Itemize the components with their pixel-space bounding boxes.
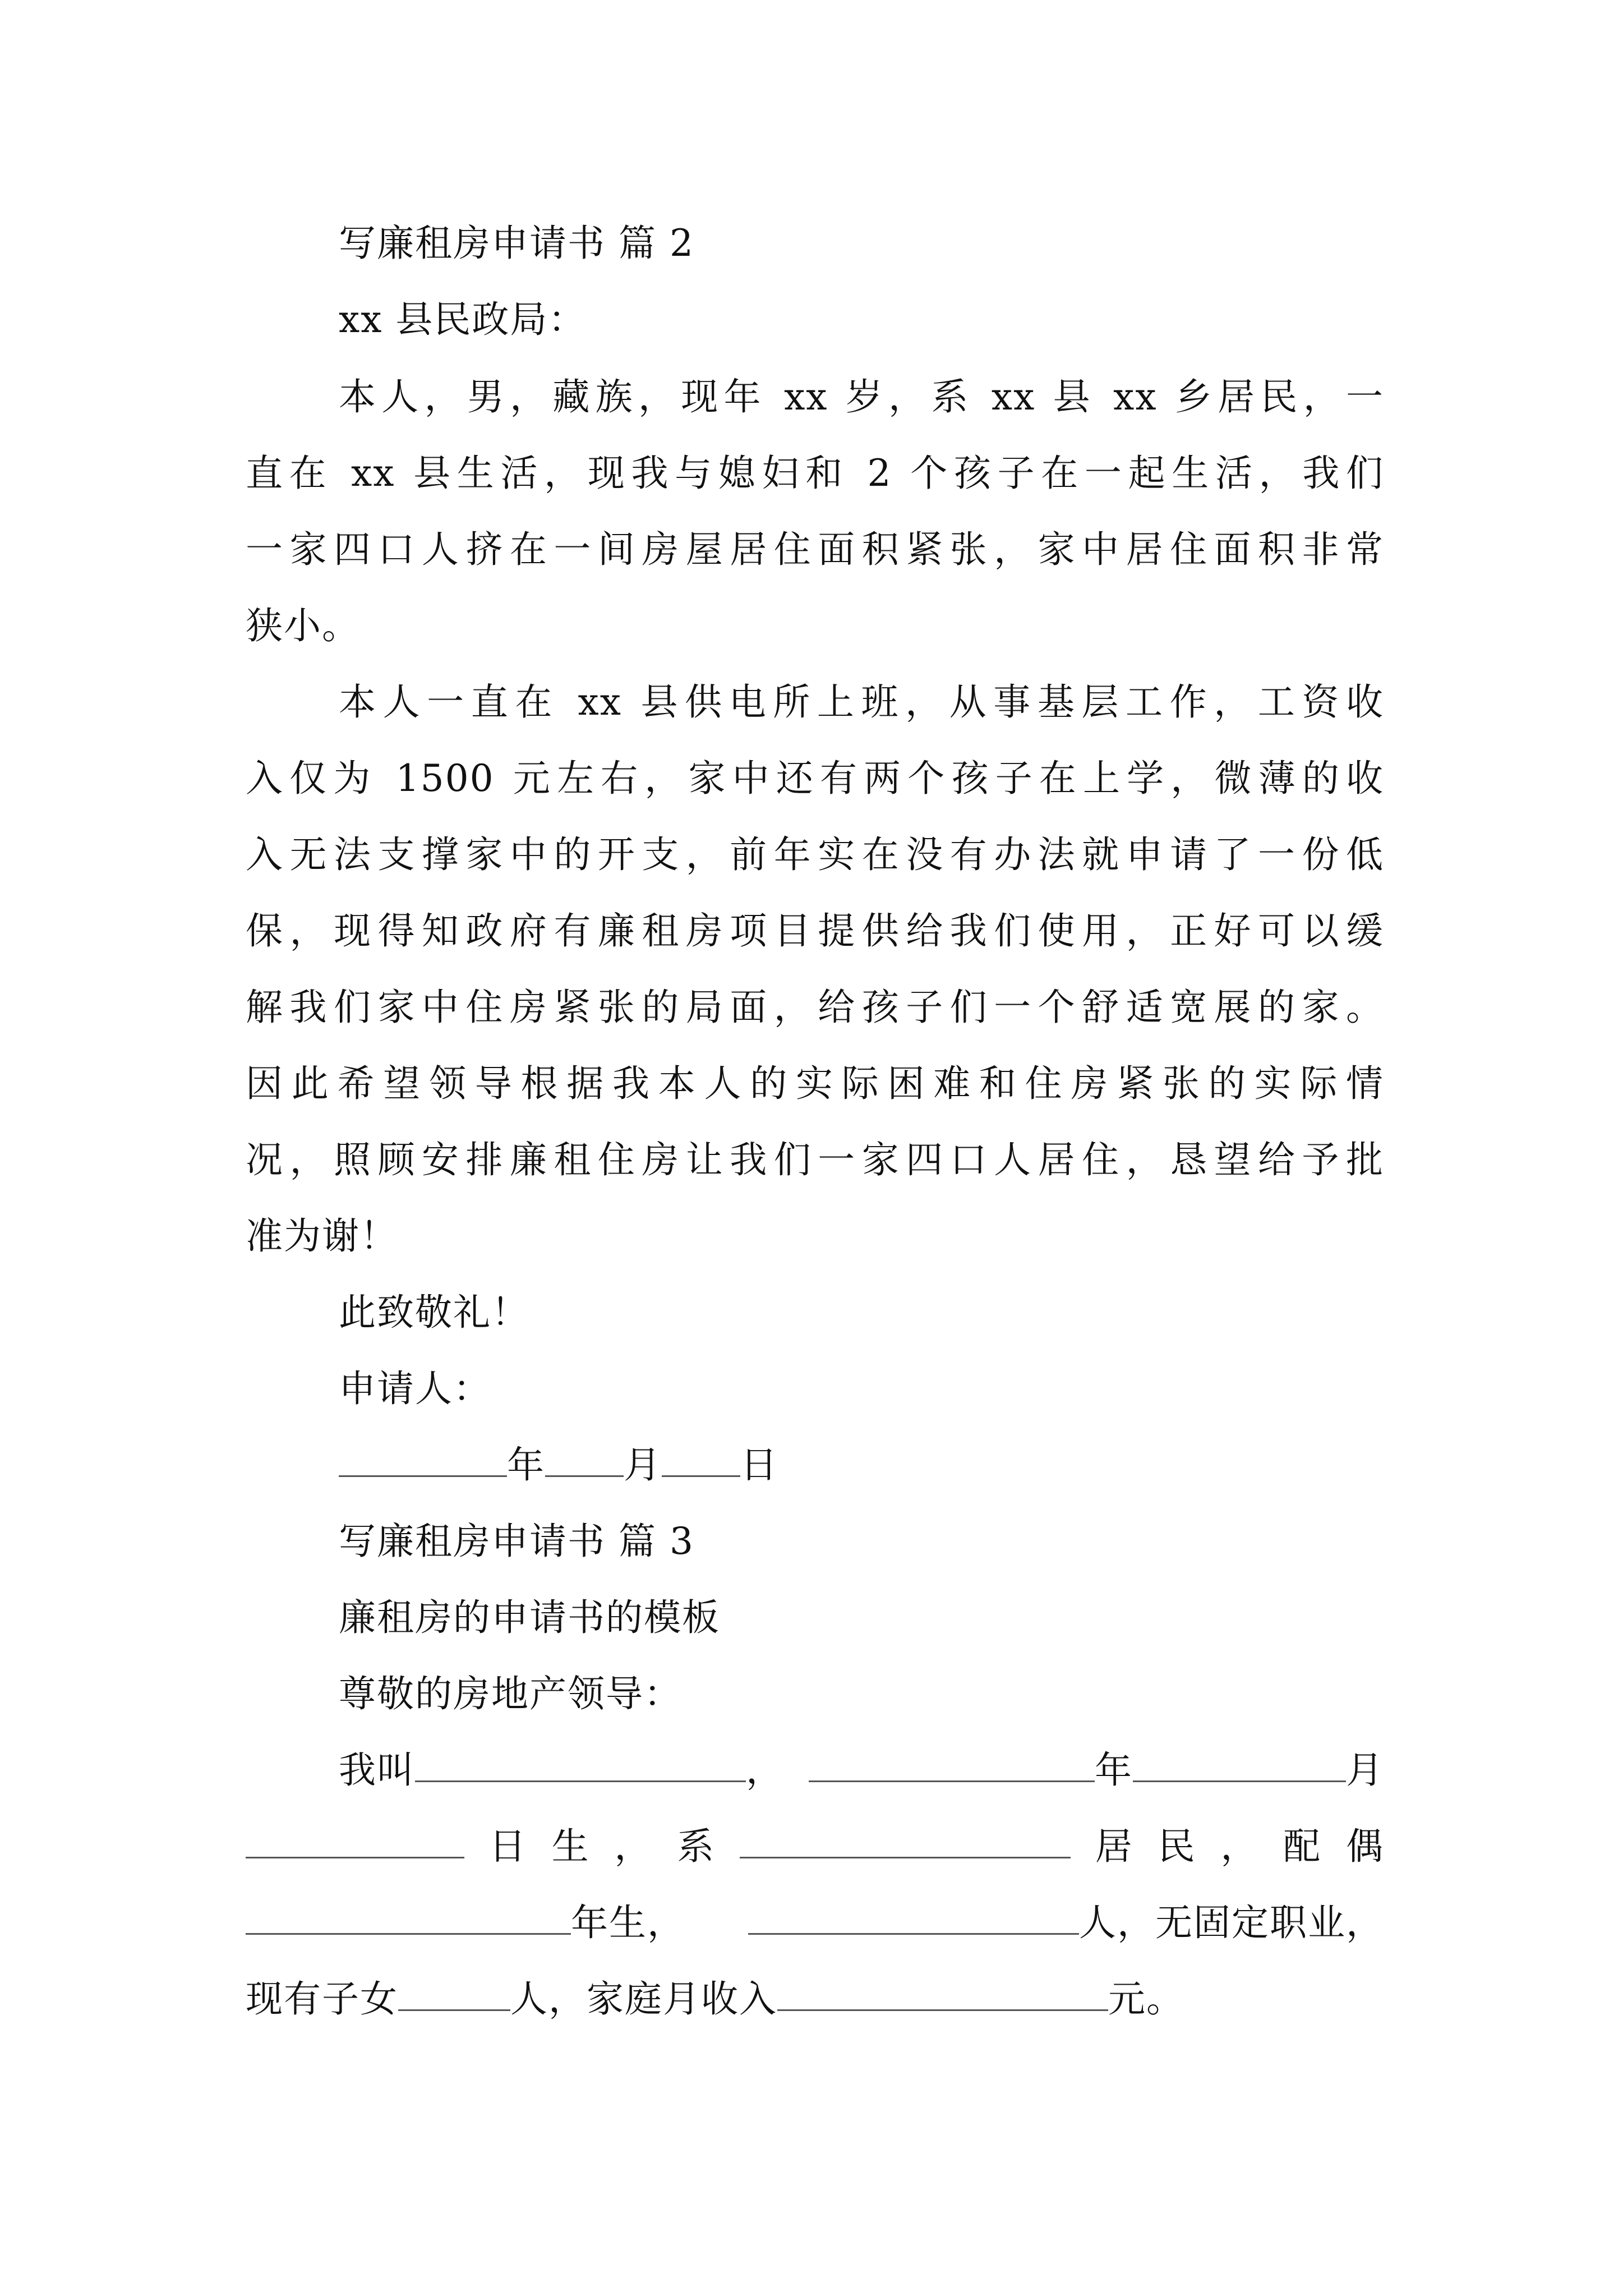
paragraph-2-line-3: 入无法支撑家中的开支，前年实在没有办法就申请了一份低 bbox=[246, 833, 1384, 876]
salutation-section-3: 尊敬的房地产领导： bbox=[339, 1672, 682, 1715]
paragraph-2-line-4: 保，现得知政府有廉租房项目提供给我们使用，正好可以缓 bbox=[246, 909, 1384, 953]
birth-year-blank[interactable] bbox=[809, 1732, 1095, 1782]
children-label: 现有子女 bbox=[246, 1977, 398, 2021]
date-line bbox=[339, 1427, 1384, 1503]
paragraph-2-line-6: 因此希望领导根据我本人的实际困难和住房紧张的实际情 bbox=[246, 1062, 1384, 1105]
name-blank[interactable] bbox=[415, 1732, 746, 1782]
form-line-1 bbox=[339, 1732, 1384, 1809]
year-blank[interactable] bbox=[339, 1427, 507, 1477]
paragraph-1-line-1: 本人，男，藏族，现年 xx 岁，系 xx 县 xx 乡居民，一 bbox=[339, 375, 1384, 418]
paragraph-1-line-3: 一家四口人挤在一间房屋居住面积紧张，家中居住面积非常 bbox=[246, 528, 1384, 571]
paragraph-2-line-7: 况，照顾安排廉租住房让我们一家四口人居住，恳望给予批 bbox=[246, 1138, 1384, 1181]
paragraph-1-line-2: 直在 xx 县生活，现我与媳妇和 2 个孩子在一起生活，我们 bbox=[246, 452, 1384, 495]
name-label: 我叫 bbox=[339, 1749, 415, 1792]
applicant-label: 申请人： bbox=[339, 1367, 491, 1410]
month-blank[interactable] bbox=[545, 1427, 624, 1477]
comma-2: ， bbox=[614, 1825, 653, 1868]
birth-month-blank[interactable] bbox=[1133, 1732, 1346, 1782]
residence-blank[interactable] bbox=[740, 1809, 1071, 1858]
spouse-birth-year-blank[interactable] bbox=[246, 1885, 571, 1935]
day-char: 日 bbox=[488, 1825, 527, 1868]
salutation-section-2: xx 县民政局： bbox=[339, 298, 587, 341]
paragraph-2-line-1: 本人一直在 xx 县供电所上班，从事基层工作，工资收 bbox=[339, 680, 1384, 724]
paragraph-1-line-4: 狭小。 bbox=[246, 604, 360, 647]
yuan-label: 元。 bbox=[1108, 1977, 1184, 2021]
closing-salute: 此致敬礼！ bbox=[339, 1291, 529, 1334]
birth-day-blank[interactable] bbox=[246, 1809, 464, 1858]
monthly-income-label: 人，家庭月收入 bbox=[510, 1977, 777, 2021]
belong-char: 系 bbox=[677, 1825, 716, 1868]
monthly-income-blank[interactable] bbox=[777, 1961, 1108, 2011]
spouse-char-1: 配 bbox=[1283, 1825, 1322, 1868]
paragraph-2-line-2: 入仅为 1500 元左右，家中还有两个孩子在上学，微薄的收 bbox=[246, 757, 1384, 800]
spouse-born-label: 年生， bbox=[571, 1901, 685, 1944]
year-label: 年 bbox=[507, 1443, 545, 1487]
born-char: 生 bbox=[551, 1825, 590, 1868]
no-fixed-job-label: 人，无固定职业， bbox=[1079, 1901, 1384, 1944]
spouse-char-2: 偶 bbox=[1345, 1825, 1384, 1868]
comma-3: ， bbox=[1220, 1825, 1259, 1868]
comma-1: ， bbox=[746, 1749, 784, 1792]
birth-month-label: 月 bbox=[1346, 1749, 1384, 1792]
birth-year-label: 年 bbox=[1095, 1749, 1133, 1792]
day-label: 日 bbox=[740, 1443, 778, 1487]
form-line-3 bbox=[246, 1885, 1384, 1961]
day-blank[interactable] bbox=[662, 1427, 740, 1477]
spouse-origin-blank[interactable] bbox=[748, 1885, 1079, 1935]
heading-section-2: 写廉租房申请书 篇 2 bbox=[339, 222, 694, 265]
form-line-2 bbox=[246, 1809, 1384, 1885]
template-title: 廉租房的申请书的模板 bbox=[339, 1596, 720, 1639]
form-line-4 bbox=[246, 1961, 1384, 2037]
resident-char-2: 民 bbox=[1158, 1825, 1196, 1868]
paragraph-2-line-8: 准为谢！ bbox=[246, 1214, 398, 1258]
heading-section-3: 写廉租房申请书 篇 3 bbox=[339, 1520, 694, 1563]
paragraph-2-line-5: 解我们家中住房紧张的局面，给孩子们一个舒适宽展的家。 bbox=[246, 986, 1384, 1029]
children-count-blank[interactable] bbox=[398, 1961, 510, 2011]
resident-char-1: 居 bbox=[1095, 1825, 1133, 1868]
month-label: 月 bbox=[624, 1443, 662, 1487]
